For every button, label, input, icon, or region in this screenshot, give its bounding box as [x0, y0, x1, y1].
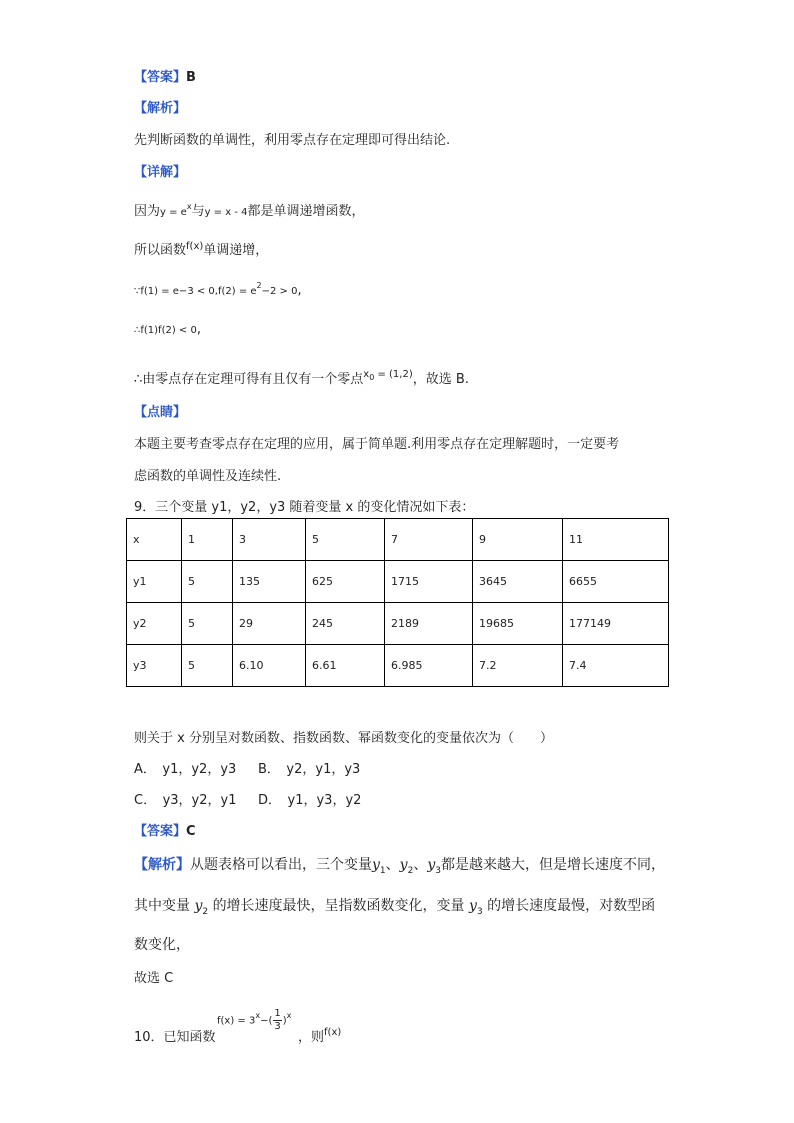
table-cell: 6.10: [233, 645, 306, 687]
detail-text: ∴由零点存在定理可得有且仅有一个零点: [134, 372, 364, 387]
table-cell: 1715: [385, 561, 473, 603]
math-fraction: [273, 1008, 281, 1033]
table-cell: y1: [127, 561, 182, 603]
detail-line-5: [134, 368, 469, 387]
table-cell: 29: [233, 603, 306, 645]
math-expr: ∴f(1)f(2) < 0: [134, 325, 197, 336]
table-cell: x: [127, 519, 182, 561]
table-cell: 7.2: [473, 645, 563, 687]
math-sub: 0: [369, 373, 375, 382]
conclusion: 故选 C: [134, 971, 174, 986]
table-row: [127, 519, 669, 561]
separator: 、: [385, 857, 400, 873]
table-cell: 2189: [385, 603, 473, 645]
fraction-numerator: 1: [274, 1008, 281, 1019]
option-c: C． y3，y2，y1: [134, 793, 237, 808]
detail-line-1: [134, 200, 365, 219]
answer-line-9: [134, 820, 196, 839]
table-cell: 5: [182, 645, 233, 687]
math-sup: x: [255, 1010, 261, 1020]
math-expr: ): [282, 1015, 287, 1027]
detail-tag: 【详解】: [134, 165, 187, 180]
math-expr: = (1,2): [374, 369, 413, 380]
math-sub: 2: [407, 866, 414, 876]
option-b: B． y2，y1，y3: [258, 762, 361, 777]
math-expr: f(x): [324, 1027, 342, 1038]
math-var: y: [194, 898, 203, 914]
analysis-line-9-3: 数变化，: [134, 937, 190, 953]
answer-tag: 【答案】: [134, 70, 187, 85]
table-row: [127, 645, 669, 687]
analysis-text: 其中变量: [134, 898, 190, 914]
detail-line-2: [134, 239, 268, 258]
table-cell: 6.985: [385, 645, 473, 687]
table-cell: y3: [127, 645, 182, 687]
analysis-text: 的增长速度最快，呈指数函数变化，变量: [212, 898, 465, 914]
analysis-text: 从题表格可以看出，三个变量: [190, 857, 372, 873]
data-table: [126, 518, 669, 687]
math-sup: x: [186, 202, 192, 211]
function-expression: [217, 1008, 291, 1033]
table-cell: y2: [127, 603, 182, 645]
math-sub: 3: [435, 866, 441, 876]
math-sub: 1: [379, 866, 386, 876]
math-expr: −(: [260, 1015, 273, 1027]
analysis-text: 都是越来越大，但是增长速度不同，: [440, 857, 665, 873]
table-cell: 5: [182, 561, 233, 603]
table-cell: 9: [473, 519, 563, 561]
detail-text: 单调递增，: [203, 243, 269, 258]
math-sup: x: [286, 1010, 292, 1020]
table-cell: 19685: [473, 603, 563, 645]
question-9-stem: 9．三个变量 y1，y2，y3 随着变量 x 的变化情况如下表：: [134, 500, 475, 515]
math-sub: 3: [476, 907, 483, 917]
table-cell: 11: [563, 519, 669, 561]
detail-line-3: [134, 283, 302, 298]
detail-text: 因为: [134, 204, 161, 219]
table-row: [127, 561, 669, 603]
answer-line: [134, 66, 196, 85]
table-cell: 177149: [563, 603, 669, 645]
analysis-line-9-1: [134, 854, 665, 874]
question-9-text: 则关于 x 分别呈对数函数、指数函数、幂函数变化的变量依次为（ ）: [134, 731, 553, 746]
table-cell: 6.61: [306, 645, 385, 687]
math-var: y: [469, 898, 477, 914]
analysis-line-9-2: [134, 895, 655, 915]
math-var: y: [399, 857, 408, 873]
comment-tag: 【点睛】: [134, 405, 187, 420]
detail-line-4: [134, 322, 201, 337]
analysis-text: 的增长速度最慢，对数型函: [487, 898, 656, 914]
comment-line-1: 本题主要考查零点存在定理的应用，属于简单题.利用零点存在定理解题时，一定要考: [134, 437, 620, 452]
math-expr: y = x - 4: [204, 207, 248, 218]
detail-text: ,: [297, 283, 302, 298]
table-row: [127, 603, 669, 645]
table-cell: 245: [306, 603, 385, 645]
table-cell: 3645: [473, 561, 563, 603]
answer-tag: 【答案】: [134, 824, 187, 839]
option-d: D． y1，y3，y2: [258, 793, 362, 808]
detail-text: 与: [191, 204, 205, 219]
math-expr: f(x): [186, 241, 204, 252]
table-cell: 625: [306, 561, 385, 603]
detail-text: 都是单调递增函数，: [247, 204, 365, 219]
detail-text: ，故选 B.: [412, 372, 469, 387]
math-expr: x: [363, 369, 370, 380]
fraction-denominator: 3: [274, 1021, 281, 1032]
math-expr: ∵f(1) = e−3 < 0,f(2) = e: [134, 286, 257, 297]
table-cell: 6655: [563, 561, 669, 603]
table-cell: 7.4: [563, 645, 669, 687]
table-cell: 5: [306, 519, 385, 561]
answer-value: B: [186, 70, 196, 85]
question-text: ，则: [298, 1030, 325, 1045]
analysis-tag: 【解析】: [134, 101, 187, 116]
answer-value: C: [186, 824, 196, 839]
math-var: y: [427, 857, 436, 873]
detail-text: ,: [196, 322, 201, 337]
question-10-lead: 10．已知函数: [134, 1030, 216, 1045]
option-a: A． y1，y2，y3: [134, 762, 237, 777]
question-10-tail: [298, 1026, 341, 1045]
math-sup: 2: [256, 281, 262, 290]
table-cell: 1: [182, 519, 233, 561]
table-cell: 7: [385, 519, 473, 561]
math-var: y: [372, 857, 380, 873]
math-expr: y = e: [160, 207, 187, 218]
table-cell: 135: [233, 561, 306, 603]
analysis-text: 先判断函数的单调性，利用零点存在定理即可得出结论.: [134, 133, 451, 148]
table-cell: 3: [233, 519, 306, 561]
math-expr: f(x) = 3: [217, 1015, 256, 1027]
math-sub: 2: [202, 907, 209, 917]
detail-text: 所以函数: [134, 243, 187, 258]
comment-line-2: 虑函数的单调性及连续性.: [134, 469, 282, 484]
table-cell: 5: [182, 603, 233, 645]
separator: 、: [413, 857, 428, 873]
math-expr: −2 > 0: [261, 286, 298, 297]
analysis-tag: 【解析】: [134, 857, 190, 873]
